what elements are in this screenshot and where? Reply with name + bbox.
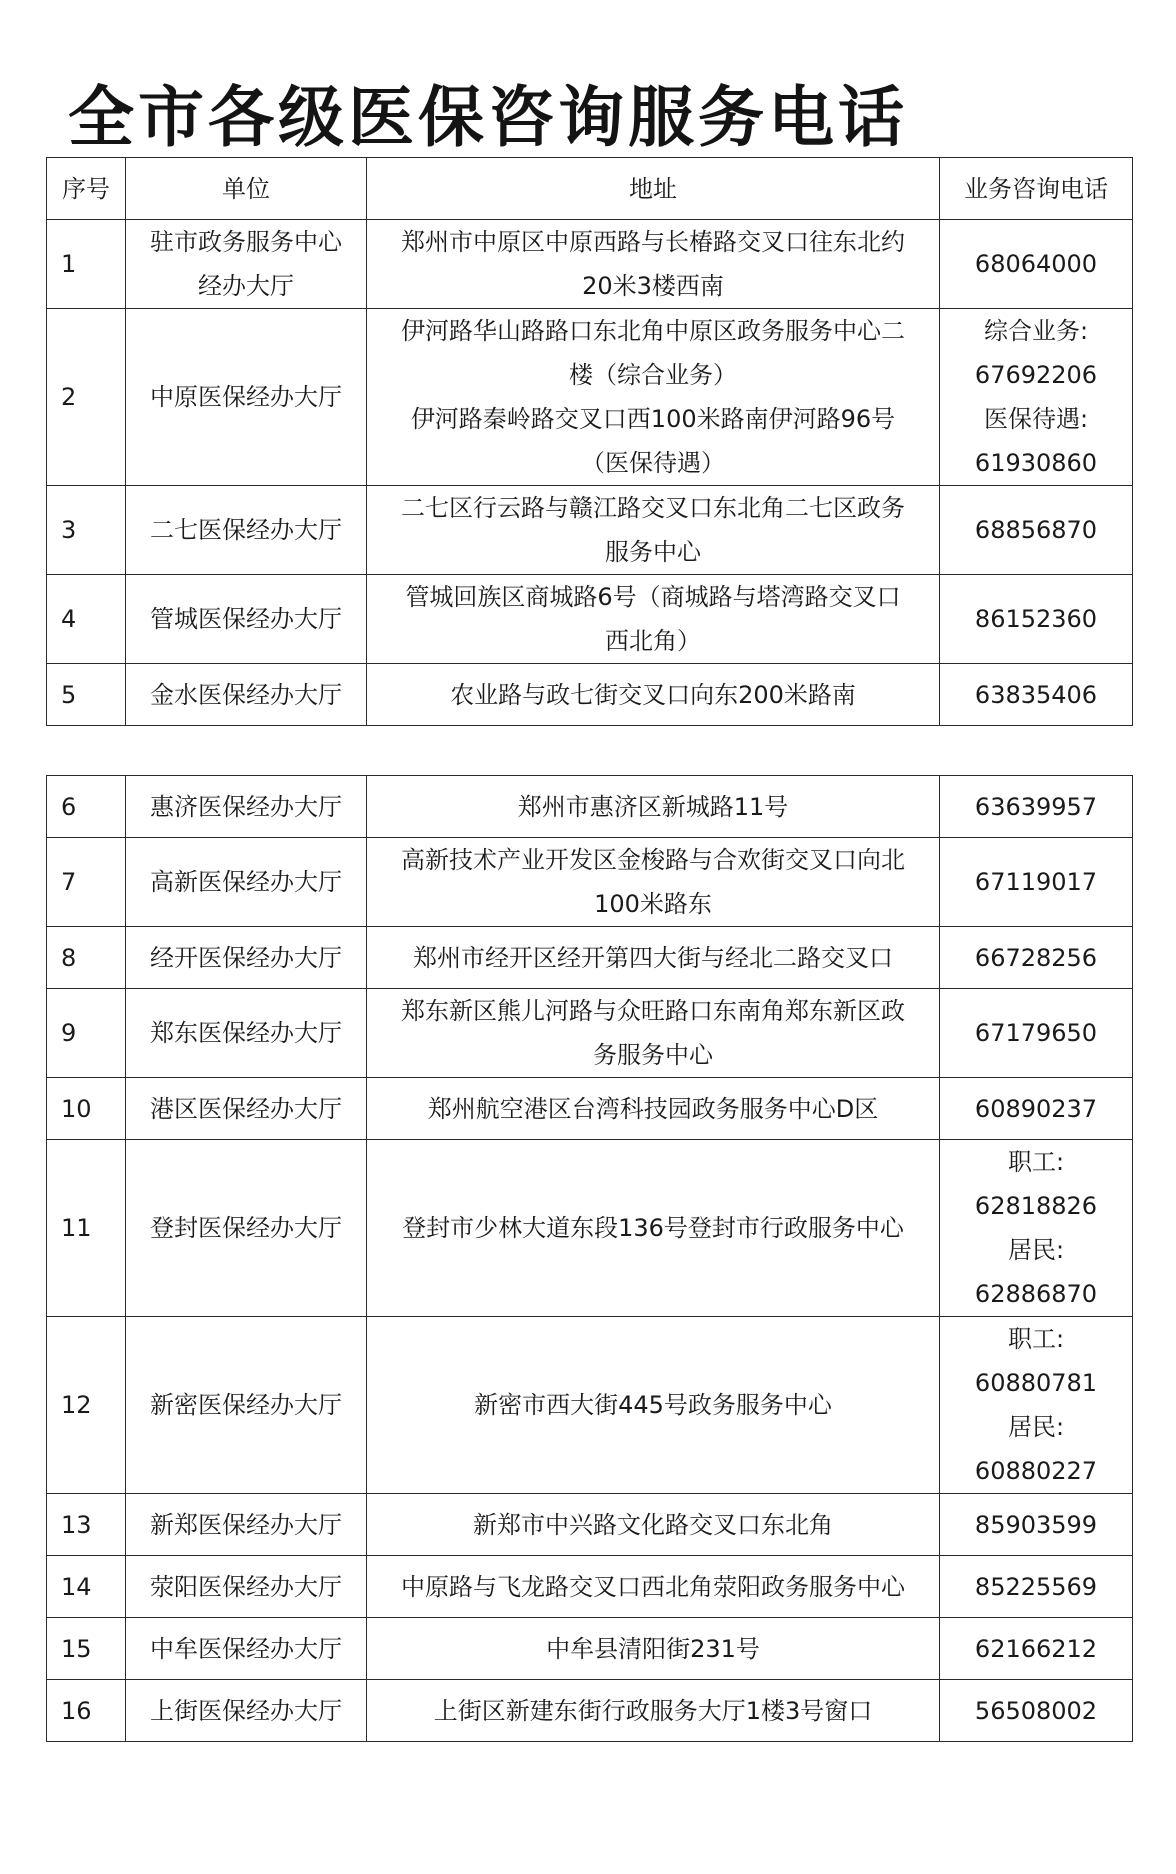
table-row — [47, 1680, 1133, 1742]
address-cell — [367, 1618, 940, 1680]
phone-cell — [940, 220, 1133, 309]
address-cell-line: 登封市少林大道东段136号登封市行政服务中心 — [402, 1214, 904, 1242]
header-no: 序号 — [47, 158, 126, 220]
unit-cell-line: 登封医保经办大厅 — [150, 1214, 342, 1242]
address-cell-line: 郑东新区熊儿河路与众旺路口东南角郑东新区政 — [401, 997, 905, 1025]
table-body-part-1 — [47, 220, 1133, 726]
row-number: 13 — [47, 1494, 126, 1556]
address-cell-line: （医保待遇） — [581, 449, 725, 477]
row-number: 8 — [47, 927, 126, 989]
address-cell-line: 新密市西大街445号政务服务中心 — [474, 1391, 832, 1419]
table-row — [47, 927, 1133, 989]
address-cell-line: 管城回族区商城路6号（商城路与塔湾路交叉口 — [405, 583, 901, 611]
row-number: 9 — [47, 989, 126, 1078]
address-cell-line: 高新技术产业开发区金梭路与合欢街交叉口向北 — [401, 846, 905, 874]
unit-cell-line: 荥阳医保经办大厅 — [150, 1572, 342, 1601]
phone-cell-line: 60880781 — [974, 1369, 1098, 1397]
address-cell-line: 西北角） — [605, 627, 701, 655]
address-cell-line: 郑州航空港区台湾科技园政务服务中心D区 — [427, 1094, 879, 1123]
unit-cell — [126, 1618, 367, 1680]
address-cell — [367, 486, 940, 575]
unit-cell — [126, 220, 367, 309]
phone-cell — [940, 1317, 1133, 1494]
unit-cell-line: 上街医保经办大厅 — [150, 1696, 342, 1725]
phone-cell-line: 66728256 — [974, 943, 1098, 972]
unit-cell — [126, 1680, 367, 1742]
header-unit: 单位 — [126, 158, 367, 220]
address-cell-line: 100米路东 — [594, 890, 712, 918]
unit-cell — [126, 838, 367, 927]
address-cell-line: 服务中心 — [605, 538, 701, 566]
address-cell-line: 郑州市经开区经开第四大街与经北二路交叉口 — [413, 943, 893, 972]
row-number: 16 — [47, 1680, 126, 1742]
phone-cell-line: 60880227 — [974, 1457, 1098, 1485]
unit-cell-line: 高新医保经办大厅 — [150, 868, 342, 896]
address-cell-line: 20米3楼西南 — [582, 272, 724, 300]
address-cell — [367, 1556, 940, 1618]
table-header-row — [47, 158, 1133, 220]
unit-cell-line: 管城医保经办大厅 — [150, 605, 342, 633]
address-cell-line: 伊河路华山路路口东北角中原区政务服务中心二 — [401, 317, 905, 345]
phone-cell — [940, 309, 1133, 486]
phone-cell — [940, 1680, 1133, 1742]
row-number: 2 — [47, 309, 126, 486]
row-number: 10 — [47, 1078, 126, 1140]
address-cell — [367, 575, 940, 664]
phone-cell-line: 综合业务: — [983, 317, 1089, 345]
address-cell-line: 郑州市中原区中原西路与长椿路交叉口往东北约 — [401, 228, 905, 256]
phone-cell — [940, 1618, 1133, 1680]
unit-cell-line: 新郑医保经办大厅 — [150, 1510, 342, 1539]
address-cell — [367, 927, 940, 989]
address-cell-line: 楼（综合业务） — [569, 361, 737, 389]
header-address: 地址 — [367, 158, 940, 220]
row-number: 11 — [47, 1140, 126, 1317]
table-row — [47, 1317, 1133, 1494]
unit-cell-line: 港区医保经办大厅 — [150, 1094, 342, 1123]
phone-cell-line: 60890237 — [974, 1094, 1098, 1123]
contact-table-part-1 — [46, 157, 1133, 726]
table-row — [47, 776, 1133, 838]
phone-cell — [940, 989, 1133, 1078]
table-row — [47, 309, 1133, 486]
unit-cell-line: 驻市政务服务中心 — [150, 228, 342, 256]
phone-cell-line: 医保待遇: — [983, 405, 1089, 433]
phone-cell — [940, 1078, 1133, 1140]
phone-cell-line: 85903599 — [974, 1510, 1098, 1539]
phone-cell-line: 62166212 — [974, 1634, 1098, 1663]
unit-cell-line: 经开医保经办大厅 — [150, 943, 342, 972]
row-number: 4 — [47, 575, 126, 664]
address-cell-line: 上街区新建东街行政服务大厅1楼3号窗口 — [433, 1696, 873, 1725]
table-row — [47, 1618, 1133, 1680]
unit-cell-line: 经办大厅 — [198, 272, 294, 300]
address-cell-line: 农业路与政七街交叉口向东200米路南 — [450, 680, 856, 709]
phone-cell-line: 居民: — [1007, 1236, 1065, 1264]
table-row — [47, 838, 1133, 927]
unit-cell-line: 惠济医保经办大厅 — [150, 792, 342, 821]
phone-cell-line: 56508002 — [974, 1696, 1098, 1725]
table-row — [47, 1556, 1133, 1618]
header-phone: 业务咨询电话 — [940, 158, 1133, 220]
address-cell — [367, 989, 940, 1078]
phone-cell-line: 67119017 — [974, 868, 1098, 896]
address-cell — [367, 309, 940, 486]
table-row — [47, 1140, 1133, 1317]
phone-cell — [940, 776, 1133, 838]
unit-cell — [126, 309, 367, 486]
phone-cell-line: 68856870 — [974, 516, 1098, 544]
address-cell — [367, 220, 940, 309]
phone-cell — [940, 664, 1133, 726]
phone-cell-line: 62818826 — [974, 1192, 1098, 1220]
address-cell — [367, 1140, 940, 1317]
phone-cell — [940, 838, 1133, 927]
unit-cell-line: 中原医保经办大厅 — [150, 383, 342, 411]
phone-cell-line: 63835406 — [974, 680, 1098, 709]
phone-cell-line: 63639957 — [974, 792, 1098, 821]
address-cell-line: 中牟县清阳街231号 — [546, 1634, 760, 1663]
address-cell-line: 务服务中心 — [593, 1041, 713, 1069]
contact-table-part-2 — [46, 775, 1133, 1742]
phone-cell — [940, 1556, 1133, 1618]
phone-cell-line: 67179650 — [974, 1019, 1098, 1047]
unit-cell — [126, 1317, 367, 1494]
unit-cell-line: 二七医保经办大厅 — [150, 516, 342, 544]
address-cell-line: 郑州市惠济区新城路11号 — [517, 792, 789, 821]
phone-cell-line: 职工: — [1007, 1148, 1065, 1176]
table-row — [47, 1494, 1133, 1556]
page-title: 全市各级医保咨询服务电话 — [68, 79, 908, 156]
phone-cell-line: 职工: — [1007, 1325, 1065, 1353]
unit-cell-line: 新密医保经办大厅 — [150, 1391, 342, 1419]
row-number: 5 — [47, 664, 126, 726]
unit-cell — [126, 776, 367, 838]
table-row — [47, 1078, 1133, 1140]
table-row — [47, 664, 1133, 726]
unit-cell — [126, 989, 367, 1078]
address-cell-line: 新郑市中兴路文化路交叉口东北角 — [473, 1510, 833, 1539]
table-row — [47, 220, 1133, 309]
row-number: 12 — [47, 1317, 126, 1494]
table-row — [47, 486, 1133, 575]
row-number: 6 — [47, 776, 126, 838]
unit-cell — [126, 927, 367, 989]
table-row — [47, 989, 1133, 1078]
unit-cell — [126, 1556, 367, 1618]
row-number: 1 — [47, 220, 126, 309]
unit-cell — [126, 1494, 367, 1556]
phone-cell-line: 居民: — [1007, 1413, 1065, 1441]
unit-cell — [126, 486, 367, 575]
address-cell-line: 中原路与飞龙路交叉口西北角荥阳政务服务中心 — [401, 1572, 905, 1601]
phone-cell-line: 62886870 — [974, 1280, 1098, 1308]
address-cell-line: 伊河路秦岭路交叉口西100米路南伊河路96号 — [410, 405, 896, 433]
phone-cell — [940, 1494, 1133, 1556]
phone-cell-line: 68064000 — [974, 250, 1098, 278]
phone-cell — [940, 927, 1133, 989]
row-number: 15 — [47, 1618, 126, 1680]
address-cell — [367, 1680, 940, 1742]
row-number: 7 — [47, 838, 126, 927]
phone-cell-line: 85225569 — [974, 1572, 1098, 1601]
address-cell — [367, 1317, 940, 1494]
phone-cell — [940, 575, 1133, 664]
row-number: 3 — [47, 486, 126, 575]
unit-cell-line: 金水医保经办大厅 — [150, 680, 342, 709]
unit-cell-line: 中牟医保经办大厅 — [150, 1634, 342, 1663]
unit-cell — [126, 1140, 367, 1317]
phone-cell — [940, 1140, 1133, 1317]
phone-cell-line: 61930860 — [974, 449, 1098, 477]
address-cell — [367, 776, 940, 838]
phone-cell-line: 86152360 — [974, 605, 1098, 633]
phone-cell-line: 67692206 — [974, 361, 1098, 389]
address-cell — [367, 1078, 940, 1140]
phone-cell — [940, 486, 1133, 575]
unit-cell — [126, 575, 367, 664]
row-number: 14 — [47, 1556, 126, 1618]
address-cell — [367, 838, 940, 927]
table-row — [47, 575, 1133, 664]
address-cell — [367, 664, 940, 726]
address-cell-line: 二七区行云路与赣江路交叉口东北角二七区政务 — [401, 494, 905, 522]
address-cell — [367, 1494, 940, 1556]
unit-cell-line: 郑东医保经办大厅 — [150, 1019, 342, 1047]
unit-cell — [126, 664, 367, 726]
unit-cell — [126, 1078, 367, 1140]
table-body-part-2 — [47, 776, 1133, 1742]
